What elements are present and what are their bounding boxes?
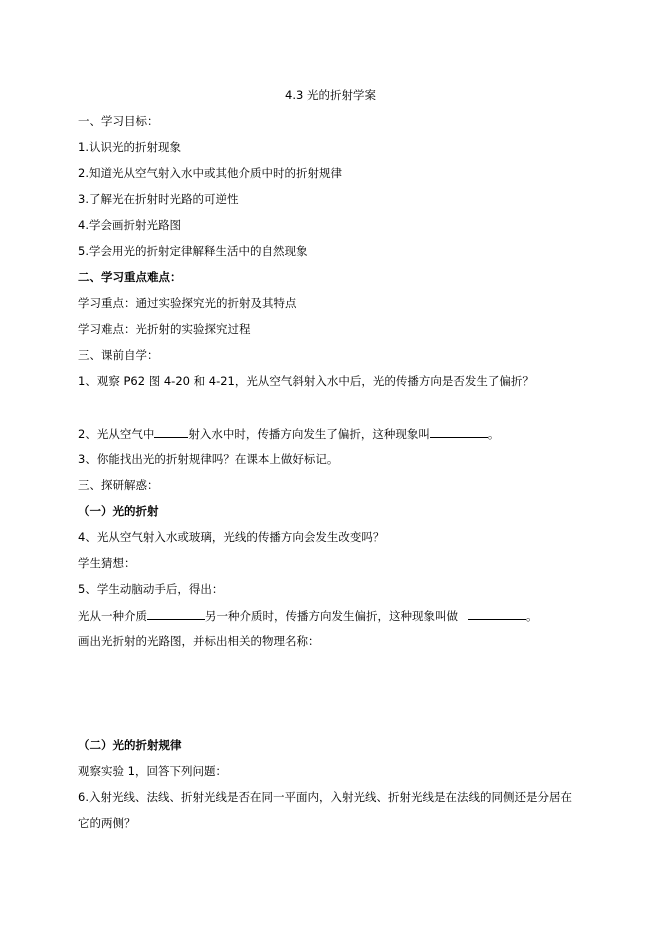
goal-item-1: 1.认识光的折射现象	[78, 140, 181, 154]
question-3: 3、你能找出光的折射规律吗？在课本上做好标记。	[78, 452, 339, 466]
section-heading-key-points: 二、学习重点难点：	[78, 270, 182, 284]
question-2-text-b: 射入水中时，传播方向发生了偏折，这种现象叫	[188, 427, 430, 441]
student-guess: 学生猜想：	[78, 556, 136, 570]
question-2-text-a: 2、光从空气中	[78, 427, 155, 441]
goal-item-5: 5.学会用光的折射定律解释生活中的自然现象	[78, 244, 308, 258]
goal-item-2: 2.知道光从空气射入水中或其他介质中时的折射规律	[78, 166, 342, 180]
question-1: 1、观察 P62 图 4-20 和 4-21，光从空气斜射入水中后，光的传播方向是否发生了偏折？	[78, 374, 534, 388]
question-5: 5、学生动脑动手后，得出：	[78, 582, 224, 596]
fill-blank	[154, 426, 188, 438]
definition-sentence	[78, 608, 538, 623]
section-heading-goals: 一、学习目标：	[78, 114, 159, 128]
section-heading-preview: 三、课前自学：	[78, 348, 159, 362]
experiment-instruction: 观察实验 1，回答下列问题：	[78, 764, 227, 778]
question-2-text-c: 。	[487, 427, 500, 441]
definition-text-a: 光从一种介质	[78, 609, 147, 623]
fill-blank	[468, 608, 526, 620]
question-2	[78, 426, 499, 441]
definition-text-c: 。	[526, 609, 538, 623]
fill-blank	[430, 426, 488, 438]
key-point-text: 学习重点：通过实验探究光的折射及其特点	[78, 296, 297, 310]
question-6-line-2: 它的两侧？	[78, 816, 136, 830]
difficulty-text: 学习难点：光折射的实验探究过程	[78, 322, 251, 336]
definition-text-b: 另一种介质时，传播方向发生偏折，这种现象叫做	[205, 609, 458, 623]
goal-item-4: 4.学会画折射光路图	[78, 218, 181, 232]
question-6-line-1: 6.入射光线、法线、折射光线是否在同一平面内，入射光线、折射光线是在法线的同侧还是分居在	[78, 790, 572, 804]
fill-blank	[147, 608, 205, 620]
page-title: 4.3 光的折射学案	[285, 88, 376, 102]
subsection-heading-refraction: （一）光的折射	[78, 504, 159, 518]
section-heading-explore: 三、探研解惑：	[78, 478, 159, 492]
question-4: 4、光从空气射入水或玻璃，光线的传播方向会发生改变吗？	[78, 530, 385, 544]
draw-instruction: 画出光折射的光路图，并标出相关的物理名称：	[78, 634, 320, 648]
goal-item-3: 3.了解光在折射时光路的可逆性	[78, 192, 239, 206]
subsection-heading-laws: （二）光的折射规律	[78, 738, 182, 752]
